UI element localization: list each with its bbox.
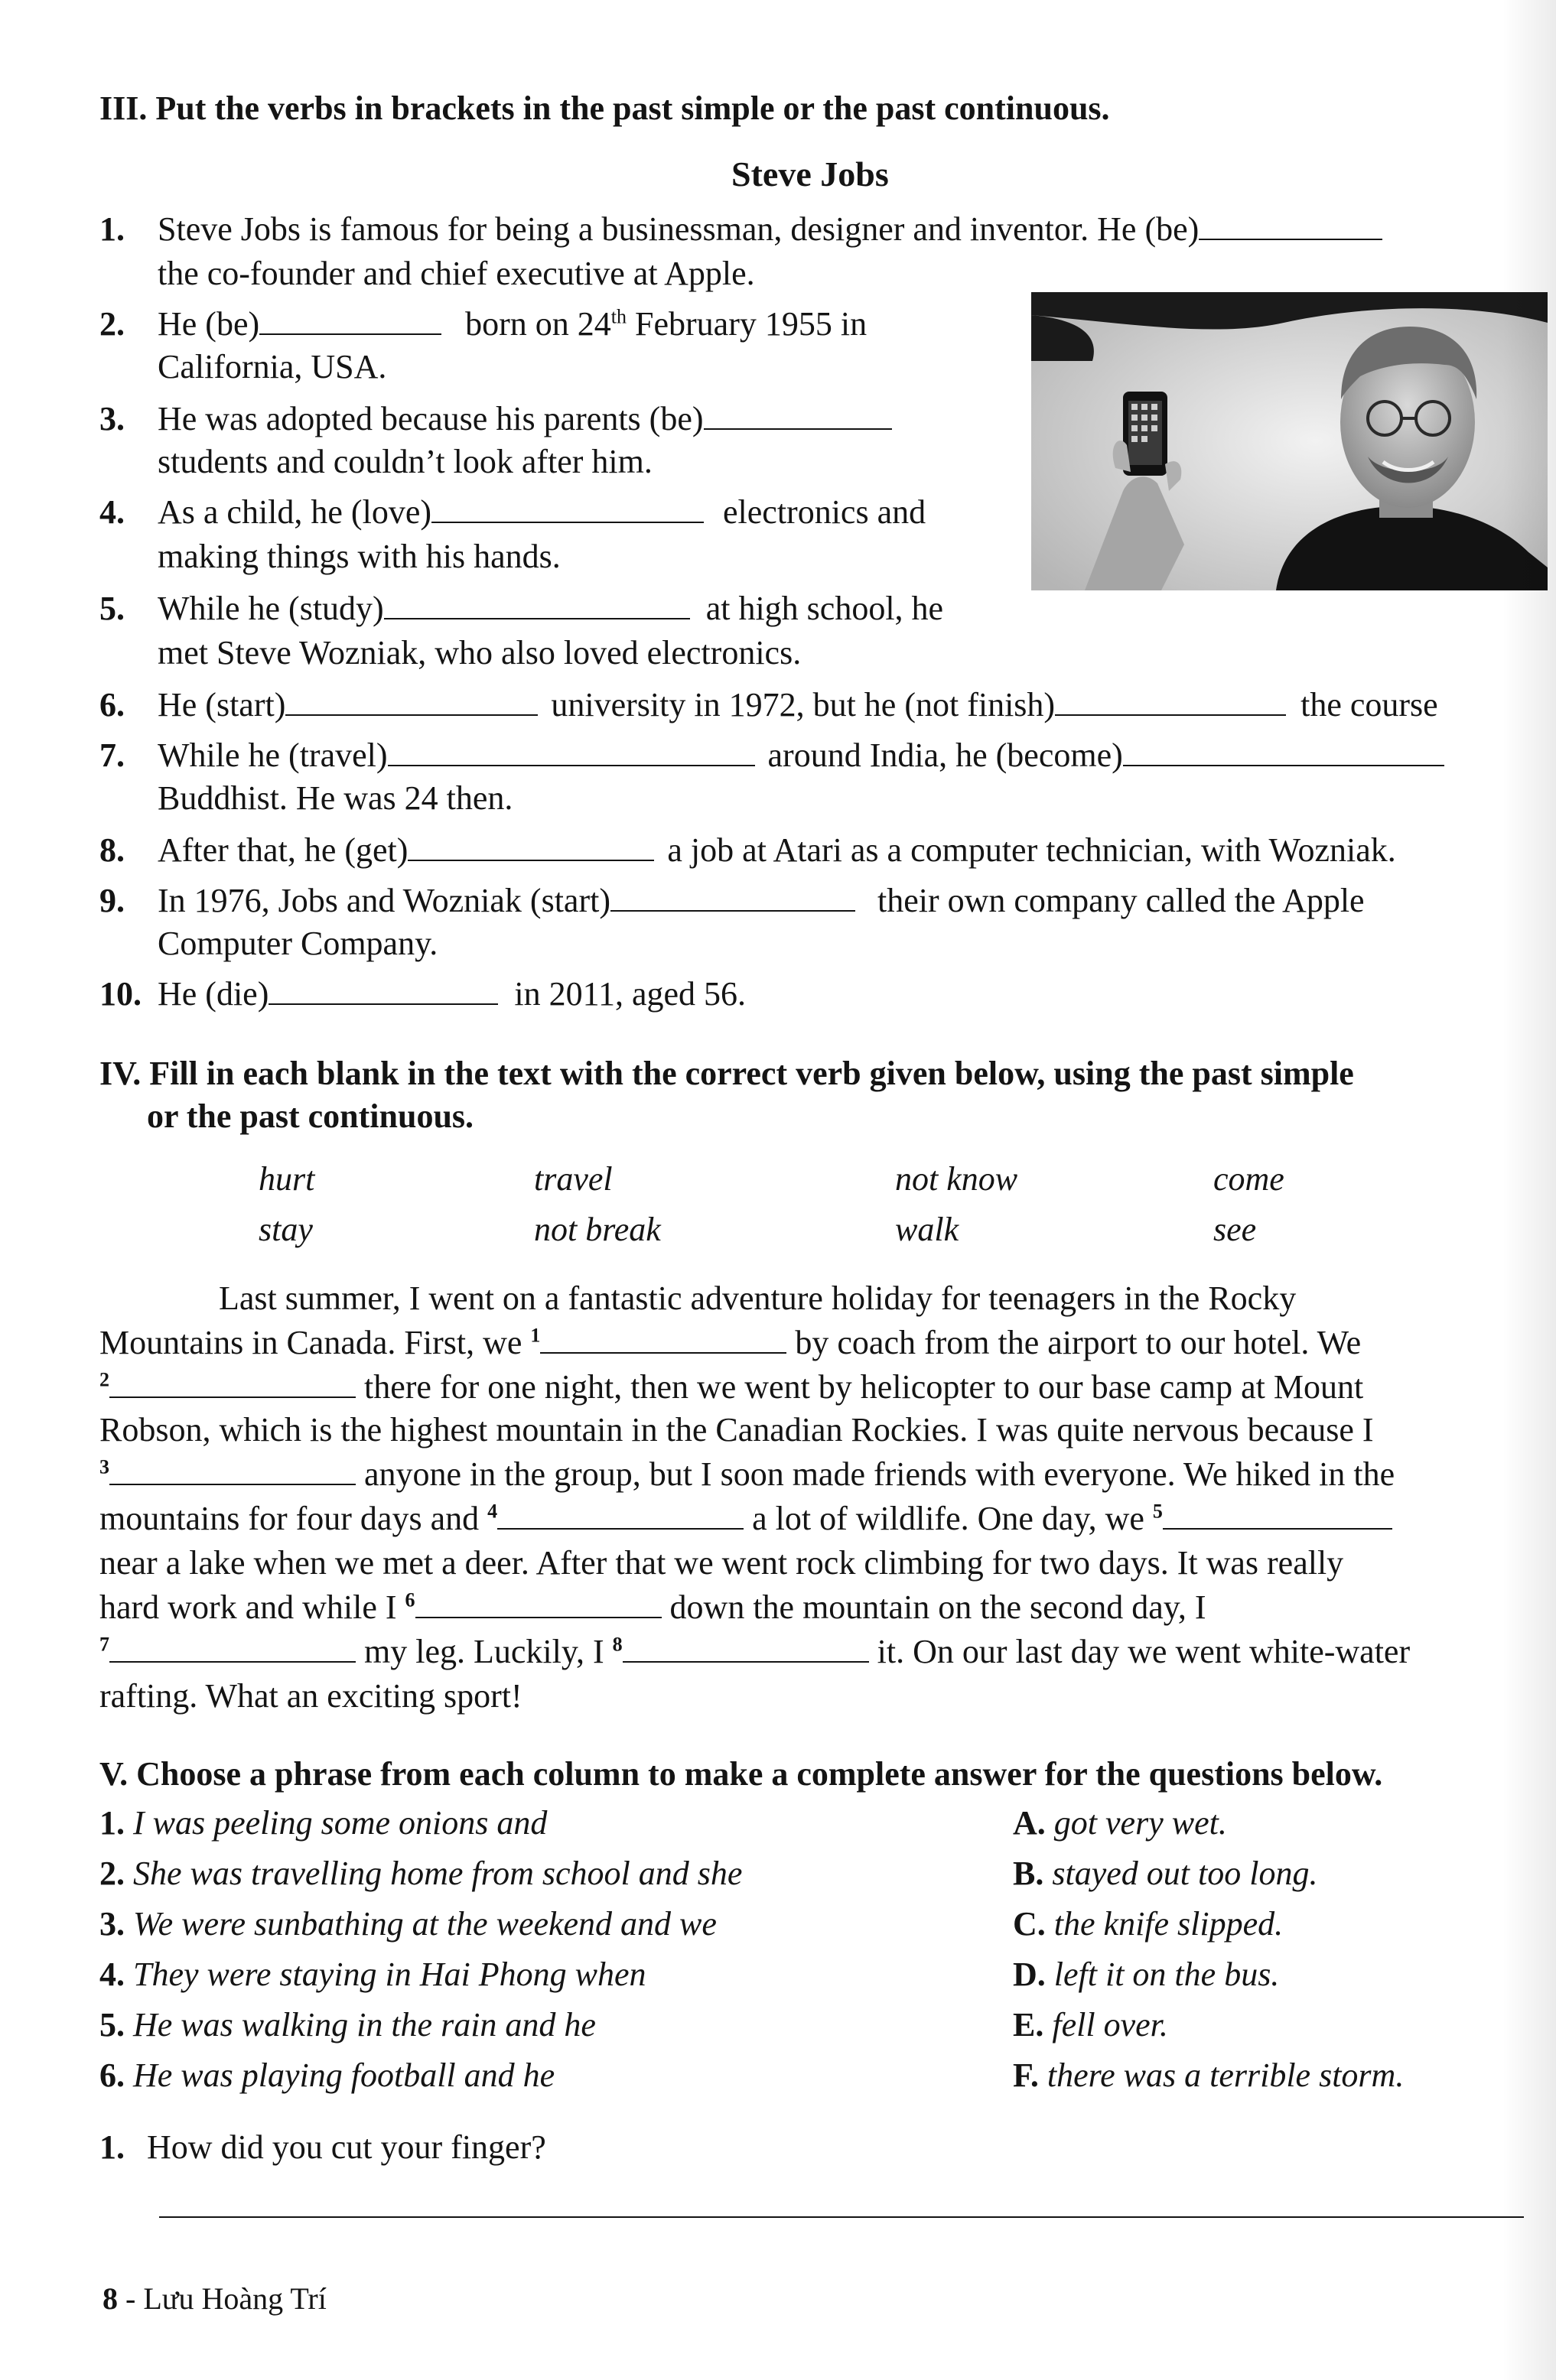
question: [99, 2126, 546, 2169]
gap-number: 7: [99, 1633, 109, 1656]
word-option: travel: [534, 1160, 613, 1198]
passage-text: mountains for four days and: [99, 1500, 480, 1537]
section-3-heading: III. Put the verbs in brackets in the past simple or the past continuous.: [99, 89, 1110, 127]
footer-separator: -: [118, 2281, 144, 2316]
gap-number: 8: [612, 1633, 623, 1656]
item-text: the course: [1300, 686, 1438, 723]
item-text: While he (travel): [158, 736, 388, 774]
item-text-cont: met Steve Wozniak, who also loved electronics.: [158, 634, 802, 671]
item-text: their own company called the Apple: [877, 882, 1365, 919]
answer-blank[interactable]: [259, 306, 441, 335]
reading-title: Steve Jobs: [731, 154, 889, 193]
match-option: E. fell over.: [1013, 2006, 1168, 2043]
word-option: walk: [895, 1211, 959, 1248]
passage-text: my leg. Luckily, I: [364, 1633, 604, 1670]
match-option: B. stayed out too long.: [1013, 1855, 1318, 1892]
page-footer: [103, 2278, 327, 2320]
passage-line: Robson, which is the highest mountain in the Canadian Rockies. I was quite nervous because I: [99, 1411, 1374, 1448]
item-number: 1.: [99, 210, 125, 248]
item-number: 7.: [99, 736, 125, 774]
answer-blank[interactable]: [384, 590, 690, 619]
item-number: 3.: [99, 400, 125, 437]
passage-text: Mountains in Canada. First, we: [99, 1324, 522, 1361]
match-option: A. got very wet.: [1013, 1804, 1227, 1842]
item-text: After that, he (get): [158, 831, 409, 869]
answer-blank[interactable]: [540, 1325, 786, 1354]
answer-blank[interactable]: [610, 883, 855, 912]
gap-number: 5: [1152, 1500, 1163, 1523]
passage-line: near a lake when we met a deer. After that we went rock climbing for two days. It was really: [99, 1544, 1344, 1582]
item-text: While he (study): [158, 590, 384, 627]
item-text: He (be): [158, 305, 260, 343]
word-option: come: [1213, 1160, 1284, 1198]
answer-blank[interactable]: [1163, 1501, 1392, 1530]
answer-blank[interactable]: [109, 1634, 356, 1663]
word-option: stay: [259, 1211, 313, 1248]
match-item: 2. She was travelling home from school and she: [99, 1855, 743, 1892]
passage-text: a lot of wildlife. One day, we: [752, 1500, 1144, 1537]
answer-blank[interactable]: [109, 1456, 356, 1485]
item-text-cont: Buddhist. He was 24 then.: [158, 779, 513, 817]
match-option: C. the knife slipped.: [1013, 1905, 1284, 1943]
gap-number: 4: [487, 1500, 498, 1523]
gap-number: 1: [530, 1324, 541, 1347]
item-number: 6.: [99, 686, 125, 723]
passage-text: anyone in the group, but I soon made friends with everyone. We hiked in the: [364, 1455, 1395, 1493]
item-number: 5.: [99, 590, 125, 627]
question-text: How did you cut your finger?: [147, 2128, 546, 2166]
answer-line[interactable]: [159, 2216, 1524, 2218]
passage-line: rafting. What an exciting sport!: [99, 1677, 522, 1715]
item-text: In 1976, Jobs and Wozniak (start): [158, 882, 610, 919]
gap-number: 2: [99, 1368, 109, 1391]
item-text: a job at Atari as a computer technician, with Wozniak.: [667, 831, 1396, 869]
match-item: 1. I was peeling some onions and: [99, 1804, 548, 1842]
item-text: Steve Jobs is famous for being a businessman, designer and inventor. He (be): [158, 210, 1200, 248]
answer-blank[interactable]: [704, 401, 892, 430]
match-item: 6. He was playing football and he: [99, 2056, 555, 2094]
passage-text: hard work and while I: [99, 1588, 397, 1626]
match-item: 5. He was walking in the rain and he: [99, 2006, 596, 2043]
passage-text: it. On our last day we went white-water: [877, 1633, 1411, 1670]
match-option: F. there was a terrible storm.: [1013, 2056, 1405, 2094]
item-text: He (die): [158, 975, 269, 1013]
answer-blank[interactable]: [1199, 211, 1382, 240]
item-text: university in 1972, but he (not finish): [551, 686, 1056, 723]
item-text: He (start): [158, 686, 286, 723]
match-item: 4. They were staying in Hai Phong when: [99, 1956, 646, 1993]
gap-number: 3: [99, 1455, 109, 1478]
item-text-cont: Computer Company.: [158, 925, 438, 962]
gap-number: 6: [405, 1588, 415, 1611]
passage-line: Last summer, I went on a fantastic adventure holiday for teenagers in the Rocky: [219, 1279, 1297, 1317]
item-text: in 2011, aged 56.: [514, 975, 747, 1013]
question-number: 1.: [99, 2128, 125, 2166]
item-text: He was adopted because his parents (be): [158, 400, 704, 437]
passage-text: down the mountain on the second day, I: [669, 1588, 1206, 1626]
page-number: 8: [103, 2281, 118, 2316]
answer-blank[interactable]: [408, 832, 654, 861]
item-text: February 1955 in: [627, 305, 868, 343]
answer-blank[interactable]: [431, 494, 704, 523]
steve-jobs-photo: [1031, 292, 1548, 590]
item-number: 10.: [99, 975, 142, 1013]
word-option: not break: [534, 1211, 661, 1248]
section-4-heading-cont: or the past continuous.: [147, 1097, 474, 1135]
item-text-cont: the co-founder and chief executive at Apple.: [158, 255, 755, 292]
item-number: 2.: [99, 305, 125, 343]
item-number: 4.: [99, 493, 125, 531]
item-text-cont: making things with his hands.: [158, 538, 561, 575]
passage-text: there for one night, then we went by helicopter to our base camp at Mount: [364, 1368, 1364, 1406]
word-option: see: [1213, 1211, 1257, 1248]
match-option: D. left it on the bus.: [1013, 1956, 1280, 1993]
author-name: Lưu Hoàng Trí: [143, 2281, 327, 2316]
answer-blank[interactable]: [1055, 687, 1286, 716]
item-text: around India, he (become): [767, 736, 1123, 774]
word-option: not know: [895, 1160, 1018, 1198]
answer-blank[interactable]: [285, 687, 538, 716]
answer-blank[interactable]: [497, 1501, 744, 1530]
item-text: electronics and: [723, 493, 926, 531]
ordinal-suffix: th: [610, 305, 627, 328]
answer-blank[interactable]: [1123, 737, 1444, 766]
item-number: 9.: [99, 882, 125, 919]
item-text-cont: students and couldn’t look after him.: [158, 443, 653, 480]
answer-blank[interactable]: [388, 737, 755, 766]
answer-blank[interactable]: [269, 976, 498, 1005]
item-text-cont: California, USA.: [158, 348, 387, 385]
word-option: hurt: [259, 1160, 315, 1198]
answer-blank[interactable]: [415, 1589, 662, 1618]
item-number: 8.: [99, 831, 125, 869]
item-text: born on 24: [465, 305, 611, 343]
passage-text: by coach from the airport to our hotel. We: [795, 1324, 1362, 1361]
item-text: As a child, he (love): [158, 493, 431, 531]
section-5-heading: V. Choose a phrase from each column to make a complete answer for the questions below.: [99, 1755, 1383, 1793]
item-text: at high school, he: [705, 590, 944, 627]
answer-blank[interactable]: [623, 1634, 869, 1663]
match-item: 3. We were sunbathing at the weekend and we: [99, 1905, 717, 1943]
answer-blank[interactable]: [109, 1369, 356, 1398]
section-4-heading: IV. Fill in each blank in the text with the correct verb given below, using the past simple: [99, 1055, 1354, 1092]
